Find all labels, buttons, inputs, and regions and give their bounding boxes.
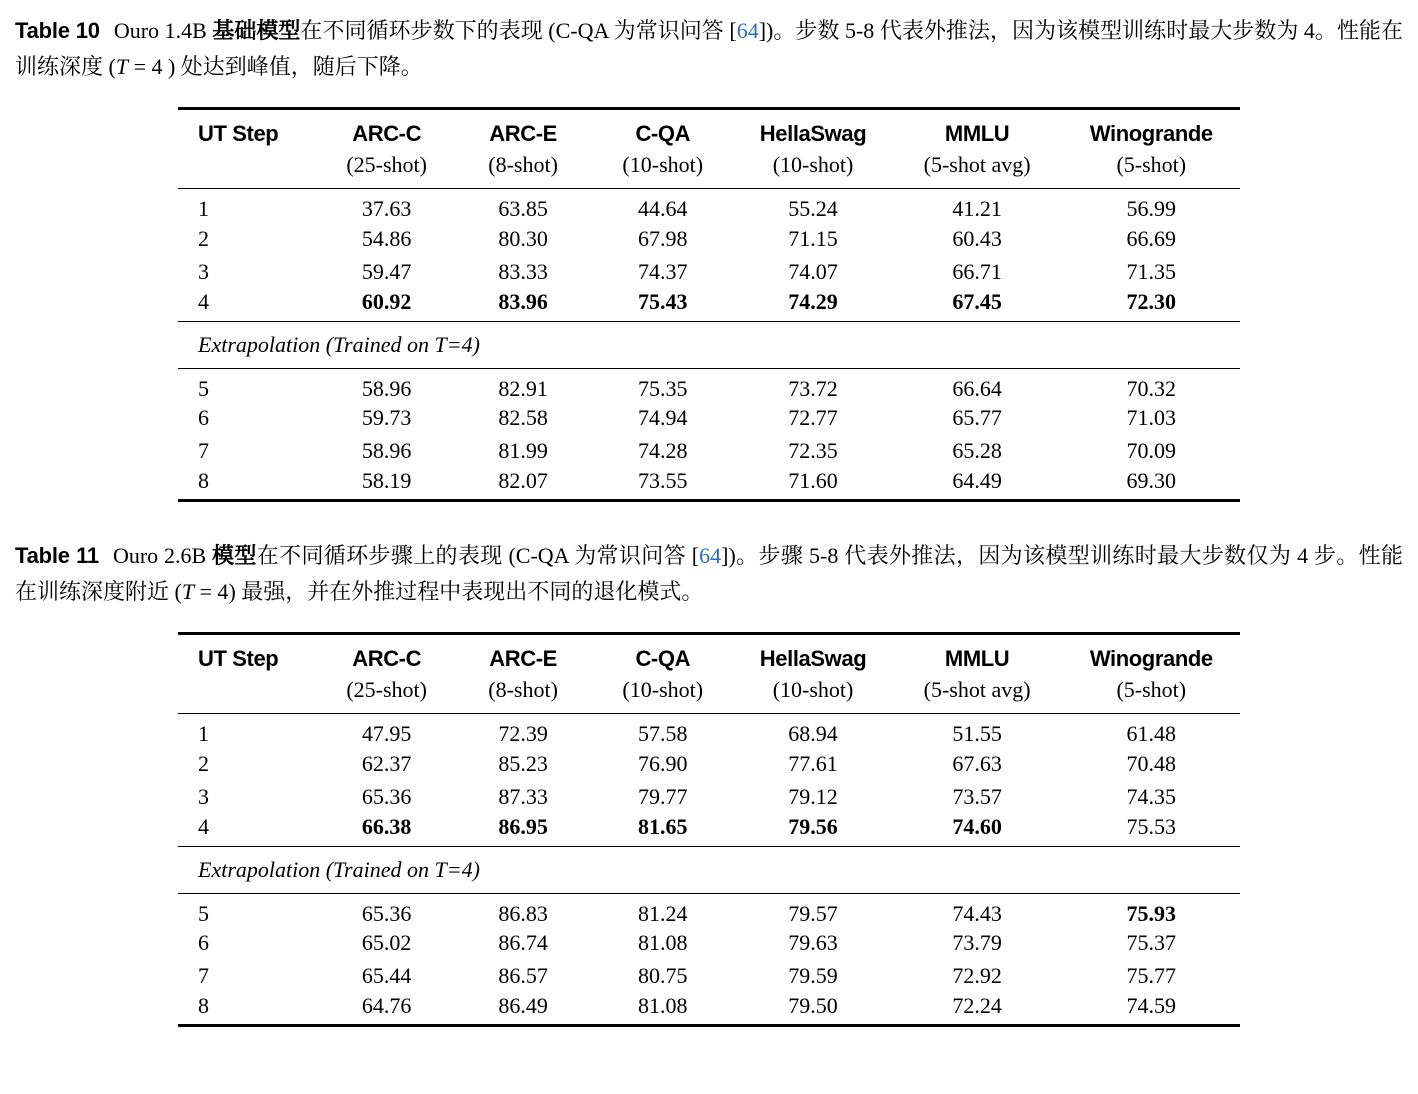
table-label: Table 11 — [15, 543, 99, 568]
table-label: Table 10 — [15, 18, 100, 43]
extrapolation-label: Extrapolation (Trained on T=4) — [178, 321, 1240, 368]
score-cell: 70.32 — [1126, 375, 1177, 401]
score-cell: 81.65 — [638, 813, 688, 839]
ut-step-cell: 3 — [198, 258, 209, 284]
table-10-body — [178, 189, 1240, 501]
column-header-winogrande — [1063, 109, 1240, 189]
score-cell: 75.35 — [638, 375, 688, 401]
table-10-block — [15, 13, 1403, 502]
score-cell: 66.38 — [361, 813, 412, 839]
score-cell: 65.36 — [361, 783, 412, 809]
score-cell: 86.95 — [498, 813, 548, 839]
citation-link[interactable]: 64 — [699, 543, 722, 568]
column-header-winogrande — [1063, 634, 1240, 714]
ut-step-cell: 2 — [198, 225, 209, 251]
table-row-step-4 — [178, 813, 1240, 846]
caption-segment: T — [115, 54, 129, 79]
extrapolation-section-row — [178, 321, 1240, 368]
ut-step-cell: 5 — [198, 900, 209, 926]
score-cell: 86.83 — [498, 900, 548, 926]
score-cell: 77.61 — [788, 750, 838, 776]
caption-segment: 在不同循环步数下的表现 (C-QA 为常识问答 [ — [300, 18, 737, 43]
score-cell: 72.35 — [788, 438, 838, 463]
score-cell: 74.43 — [952, 900, 1002, 926]
score-cell: 74.37 — [638, 258, 688, 284]
ut-step-cell: 8 — [198, 467, 209, 493]
score-cell: 60.43 — [952, 225, 1002, 251]
ut-step-cell: 8 — [198, 992, 209, 1018]
score-cell: 74.60 — [952, 813, 1002, 839]
column-header-mmlu — [892, 109, 1063, 189]
score-cell: 86.74 — [498, 930, 548, 955]
column-shot-label: (25-shot) — [346, 677, 427, 702]
score-cell: 66.64 — [952, 375, 1002, 401]
score-cell: 74.59 — [1126, 992, 1177, 1018]
caption-segment: ])。步数 5-8 代表外推法，因为该模型训练时最大步数为 4。性能在训练深度 ( — [15, 18, 1404, 79]
caption-segment: = 4 ) 处达到峰值，随后下降。 — [128, 54, 423, 79]
score-cell: 58.96 — [361, 375, 412, 401]
caption-segment: = 4) 最强，并在外推过程中表现出不同的退化模式。 — [194, 579, 704, 604]
table-10 — [178, 107, 1240, 502]
caption-segment: ])。步骤 5-8 代表外推法，因为该模型训练时最大步数仅为 4 步。性能在训练深度附近 ( — [15, 543, 1403, 604]
score-cell: 58.19 — [361, 467, 412, 493]
score-cell: 71.03 — [1126, 405, 1177, 430]
table-11-container — [178, 632, 1240, 1027]
score-cell: 87.33 — [498, 783, 548, 809]
score-cell: 37.63 — [361, 196, 412, 221]
score-cell: 54.86 — [361, 225, 412, 251]
column-name: Winogrande — [1089, 646, 1213, 671]
score-cell: 56.99 — [1126, 196, 1177, 221]
extrapolation-section-row — [178, 846, 1240, 893]
score-cell: 65.28 — [952, 438, 1002, 463]
column-header-ut-step — [178, 634, 318, 714]
score-cell: 83.33 — [498, 258, 548, 284]
column-shot-label: (5-shot avg) — [923, 152, 1031, 177]
column-name: ARC-E — [489, 646, 557, 671]
score-cell: 65.77 — [952, 405, 1002, 430]
table-row-step-4 — [178, 288, 1240, 321]
ut-step-cell: 2 — [198, 750, 209, 776]
score-cell: 76.90 — [638, 750, 688, 776]
column-header-arc-c — [318, 109, 455, 189]
ut-step-cell: 1 — [198, 196, 209, 221]
column-header-c-qa — [591, 634, 734, 714]
score-cell: 69.30 — [1126, 467, 1177, 493]
column-name: ARC-E — [489, 121, 557, 146]
score-cell: 81.08 — [638, 930, 688, 955]
score-cell: 79.63 — [788, 930, 838, 955]
score-cell: 72.77 — [788, 405, 838, 430]
table-row-step-5 — [178, 893, 1240, 927]
score-cell: 74.29 — [788, 288, 838, 314]
score-cell: 70.09 — [1126, 438, 1177, 463]
column-shot-label: (25-shot) — [346, 152, 427, 177]
column-shot-label: (10-shot) — [772, 677, 854, 702]
ut-step-cell: 1 — [198, 721, 209, 746]
table-row-step-3 — [178, 780, 1240, 813]
ut-step-cell: 4 — [198, 288, 209, 314]
column-shot-label: (10-shot) — [622, 152, 704, 177]
score-cell: 75.53 — [1126, 813, 1177, 839]
table-row-step-3 — [178, 255, 1240, 288]
table-row-step-5 — [178, 368, 1240, 402]
score-cell: 75.77 — [1126, 963, 1177, 988]
column-header-hellaswag — [734, 634, 891, 714]
score-cell: 51.55 — [952, 721, 1002, 746]
score-cell: 44.64 — [638, 196, 688, 221]
column-name: C-QA — [635, 121, 691, 146]
score-cell: 86.49 — [498, 992, 548, 1018]
column-shot-label: (5-shot) — [1116, 152, 1187, 177]
ut-step-cell: 6 — [198, 405, 209, 430]
column-name: HellaSwag — [759, 646, 867, 671]
score-cell: 73.57 — [952, 783, 1002, 809]
score-cell: 81.24 — [638, 900, 688, 926]
column-header-ut-step — [178, 109, 318, 189]
column-shot-label: (8-shot) — [488, 677, 558, 702]
score-cell: 67.98 — [638, 225, 688, 251]
column-name: C-QA — [635, 646, 691, 671]
citation-link[interactable]: 64 — [736, 18, 759, 43]
score-cell: 82.58 — [498, 405, 548, 430]
score-cell: 74.28 — [638, 438, 688, 463]
column-name: ARC-C — [352, 646, 422, 671]
score-cell: 79.56 — [788, 813, 838, 839]
table-11 — [178, 632, 1240, 1027]
table-row-step-7 — [178, 435, 1240, 468]
score-cell: 83.96 — [498, 288, 548, 314]
table-10-header-row — [178, 109, 1240, 189]
ut-step-cell: 5 — [198, 375, 209, 401]
table-row-step-1 — [178, 714, 1240, 748]
column-name: ARC-C — [352, 121, 422, 146]
score-cell: 71.15 — [788, 225, 838, 251]
table-row-step-6 — [178, 402, 1240, 435]
column-shot-label: (5-shot) — [1116, 677, 1187, 702]
score-cell: 73.72 — [788, 375, 838, 401]
score-cell: 57.58 — [638, 721, 688, 746]
column-shot-label: (10-shot) — [622, 677, 704, 702]
column-header-c-qa — [591, 109, 734, 189]
table-11-body — [178, 714, 1240, 1026]
score-cell: 71.60 — [788, 467, 838, 493]
score-cell: 75.37 — [1126, 930, 1177, 955]
score-cell: 85.23 — [498, 750, 548, 776]
score-cell: 72.24 — [952, 992, 1002, 1018]
column-name: UT Step — [198, 646, 279, 671]
score-cell: 74.35 — [1126, 783, 1177, 809]
score-cell: 65.36 — [361, 900, 412, 926]
score-cell: 79.12 — [788, 783, 838, 809]
score-cell: 63.85 — [498, 196, 548, 221]
score-cell: 82.91 — [498, 375, 548, 401]
score-cell: 80.75 — [638, 963, 688, 988]
score-cell: 75.43 — [638, 288, 688, 314]
score-cell: 64.49 — [952, 467, 1002, 493]
score-cell: 71.35 — [1126, 258, 1177, 284]
score-cell: 72.92 — [952, 963, 1002, 988]
score-cell: 47.95 — [361, 721, 412, 746]
table-10-caption — [15, 13, 1403, 85]
score-cell: 79.77 — [638, 783, 688, 809]
table-row-step-2 — [178, 747, 1240, 780]
column-header-arc-c — [318, 634, 455, 714]
table-row-step-1 — [178, 189, 1240, 223]
score-cell: 67.45 — [952, 288, 1002, 314]
score-cell: 64.76 — [361, 992, 412, 1018]
score-cell: 70.48 — [1126, 750, 1177, 776]
score-cell: 59.47 — [361, 258, 412, 284]
score-cell: 81.08 — [638, 992, 688, 1018]
table-row-step-8 — [178, 468, 1240, 501]
score-cell: 73.55 — [638, 467, 688, 493]
ut-step-cell: 4 — [198, 813, 209, 839]
column-header-arc-e — [455, 109, 591, 189]
column-header-mmlu — [892, 634, 1063, 714]
table-11-block — [15, 538, 1403, 1027]
score-cell: 80.30 — [498, 225, 548, 251]
table-row-step-2 — [178, 222, 1240, 255]
column-name: HellaSwag — [759, 121, 867, 146]
score-cell: 65.02 — [361, 930, 412, 955]
table-10-container — [178, 107, 1240, 502]
caption-segment: Ouro 2.6B — [112, 543, 213, 568]
score-cell: 74.07 — [788, 258, 838, 284]
score-cell: 73.79 — [952, 930, 1002, 955]
score-cell: 60.92 — [361, 288, 412, 314]
score-cell: 74.94 — [638, 405, 688, 430]
ut-step-cell: 3 — [198, 783, 209, 809]
score-cell: 66.71 — [952, 258, 1002, 284]
paper-page — [15, 13, 1403, 1027]
score-cell: 72.39 — [498, 721, 548, 746]
score-cell: 58.96 — [361, 438, 412, 463]
column-shot-label: (10-shot) — [772, 152, 854, 177]
column-name: UT Step — [198, 121, 279, 146]
ut-step-cell: 7 — [198, 438, 209, 463]
caption-segment: 在不同循环步骤上的表现 (C-QA 为常识问答 [ — [256, 543, 700, 568]
score-cell: 67.63 — [952, 750, 1002, 776]
score-cell: 55.24 — [788, 196, 838, 221]
table-row-step-7 — [178, 960, 1240, 993]
score-cell: 79.50 — [788, 992, 838, 1018]
score-cell: 65.44 — [361, 963, 412, 988]
score-cell: 75.93 — [1126, 900, 1177, 926]
ut-step-cell: 7 — [198, 963, 209, 988]
column-name: MMLU — [944, 121, 1010, 146]
column-header-hellaswag — [734, 109, 891, 189]
score-cell: 79.57 — [788, 900, 838, 926]
column-name: MMLU — [944, 646, 1010, 671]
score-cell: 79.59 — [788, 963, 838, 988]
caption-segment: Ouro 1.4B — [113, 18, 213, 43]
score-cell: 66.69 — [1126, 225, 1177, 251]
caption-segment: T — [181, 579, 195, 604]
table-11-caption — [15, 538, 1403, 610]
table-11-header-row — [178, 634, 1240, 714]
score-cell: 82.07 — [498, 467, 548, 493]
column-header-arc-e — [455, 634, 591, 714]
caption-segment: 基础模型 — [212, 18, 301, 43]
score-cell: 59.73 — [361, 405, 412, 430]
caption-segment: 模型 — [212, 543, 257, 568]
table-row-step-6 — [178, 927, 1240, 960]
score-cell: 86.57 — [498, 963, 548, 988]
table-row-step-8 — [178, 993, 1240, 1026]
score-cell: 61.48 — [1126, 721, 1177, 746]
score-cell: 81.99 — [498, 438, 548, 463]
score-cell: 62.37 — [361, 750, 412, 776]
column-shot-label: (5-shot avg) — [923, 677, 1031, 702]
column-shot-label: (8-shot) — [488, 152, 558, 177]
score-cell: 68.94 — [788, 721, 838, 746]
score-cell: 72.30 — [1126, 288, 1177, 314]
ut-step-cell: 6 — [198, 930, 209, 955]
column-name: Winogrande — [1089, 121, 1213, 146]
score-cell: 41.21 — [952, 196, 1002, 221]
extrapolation-label: Extrapolation (Trained on T=4) — [178, 846, 1240, 893]
